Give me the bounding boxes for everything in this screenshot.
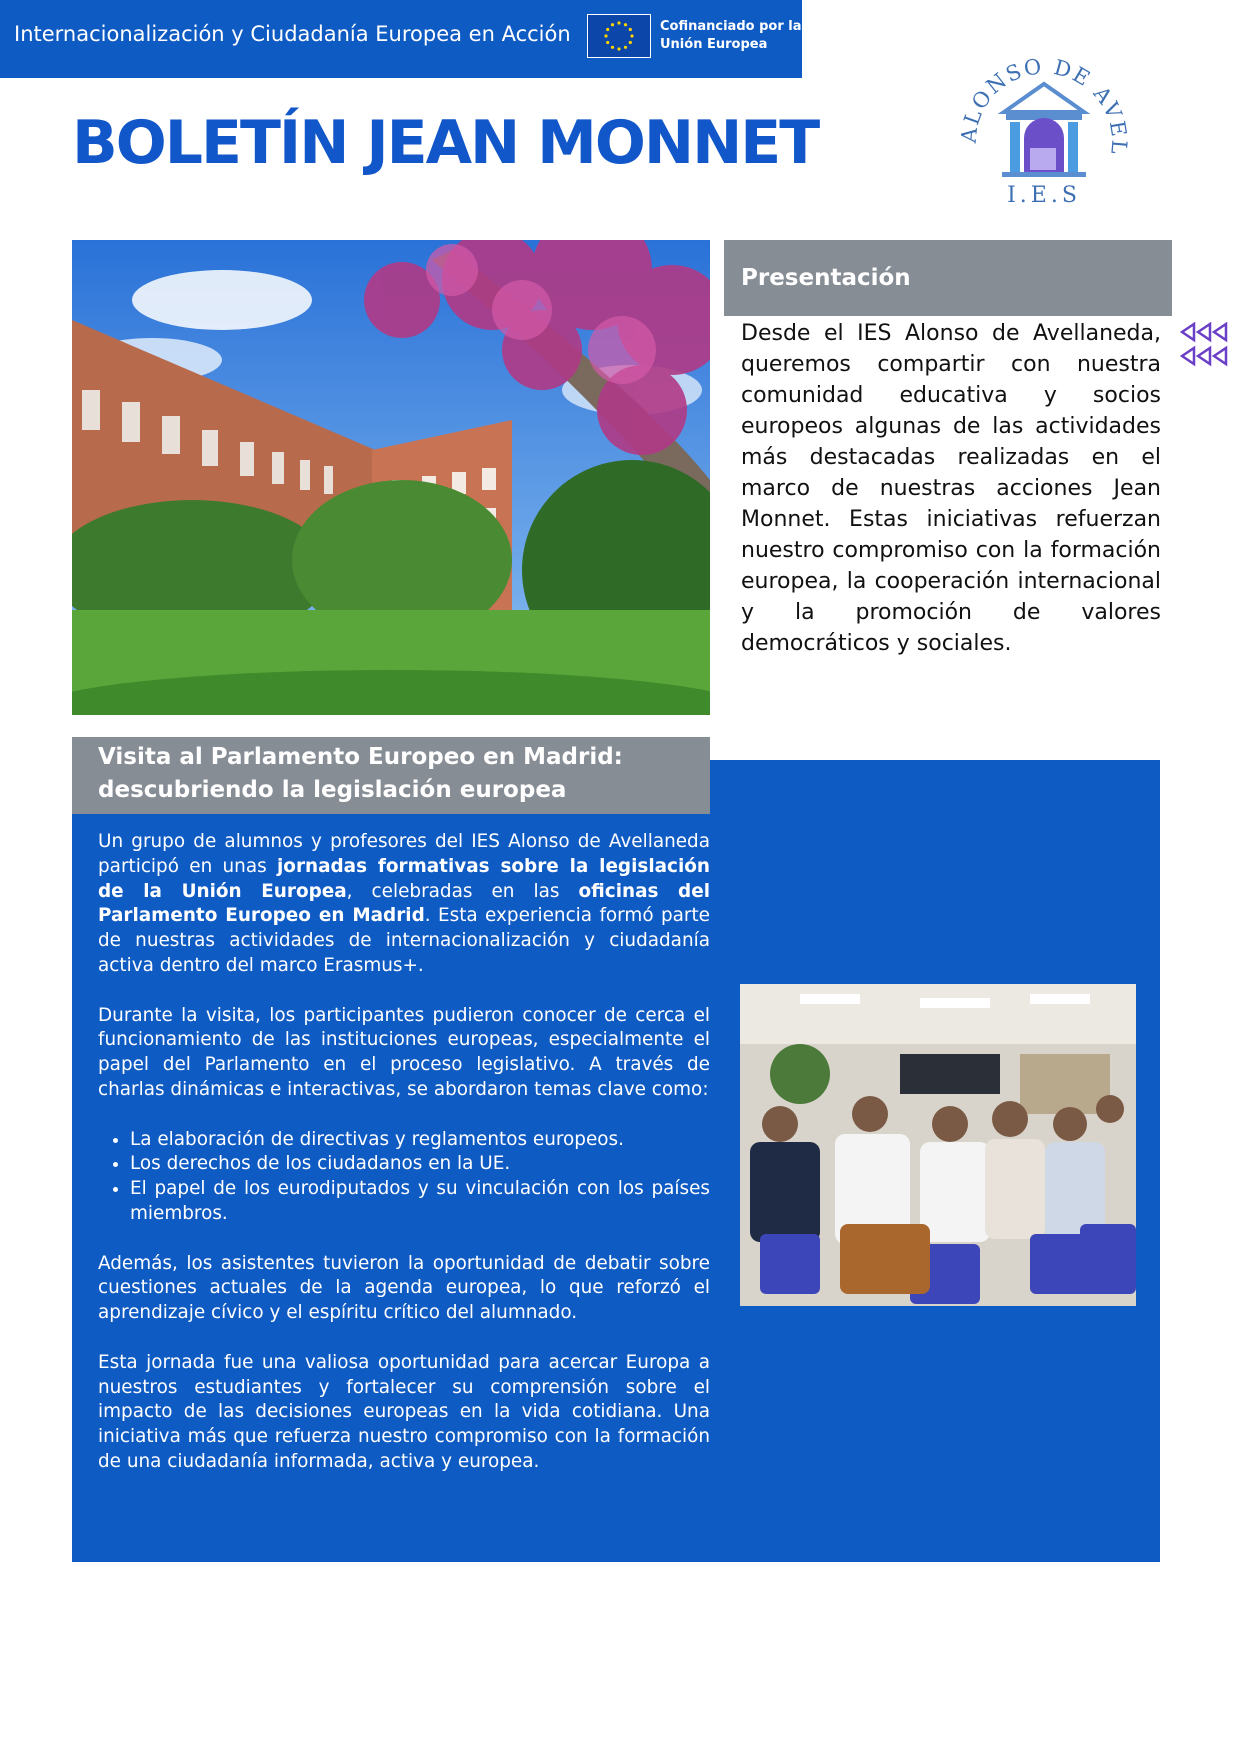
logo-arc-text: ALONSO DE AVEL	[956, 54, 1132, 157]
eu-cofinanced-label	[660, 18, 802, 54]
p1-bold-a: jornadas formativas sobre la legislación de la Unión Europea	[98, 855, 710, 902]
eu-flag-icon	[587, 14, 651, 58]
visit-heading-bar	[72, 737, 710, 814]
triple-chevron-left-icon	[1180, 322, 1232, 370]
p1-text-a: Un grupo de alumnos y profesores del IES Alonso de Avellaneda participó en unas	[98, 831, 710, 877]
list-item: • Los derechos de los ciudadanos en la UE.	[130, 1152, 710, 1177]
visit-paragraph-4: Esta jornada fue una valiosa oportunidad para acercar Europa a nuestros estudiantes y fortalecer su comprensión sobre el impacto de las decisiones europeas en la vida cotidiana. Una iniciativa más que refuerza nuestro compromiso con la formación de una ciudadanía informada, activa y europea.	[98, 1351, 710, 1472]
logo-bottom-text: I.E.S	[1007, 183, 1081, 208]
presentation-heading: Presentación	[741, 265, 911, 291]
header-bar	[0, 0, 802, 78]
newsletter-title: BOLETÍN JEAN MONNET	[72, 108, 819, 178]
p1-text-b: , celebradas en las	[346, 880, 579, 902]
eu-line-2: Unión Europea	[660, 37, 768, 52]
visit-paragraph-2: Durante la visita, los participantes pudieron conocer de cerca el funcionamiento de las instituciones europeas, especialmente el papel del Parlamento en el proceso legislativo. A través de charlas dinámicas e interactivas, se abordaron temas clave como:	[98, 1004, 710, 1100]
visit-paragraph-3: Además, los asistentes tuvieron la oportunidad de debatir sobre cuestiones actuales de la agenda europea, lo que reforzó el aprendizaje cívico y el espíritu crítico del alumnado.	[98, 1252, 710, 1324]
visit-heading: Visita al Parlamento Europeo en Madrid: descubriendo la legislación europea	[98, 744, 623, 803]
p1-bold-b: oficinas del Parlamento Europeo en Madrid	[98, 880, 711, 927]
program-title: Internacionalización y Ciudadanía Europea en Acción	[14, 22, 571, 46]
list-item: • El papel de los eurodiputados y su vinculación con los países miembros.	[130, 1177, 710, 1227]
school-logo	[956, 30, 1132, 210]
presentation-body: Desde el IES Alonso de Avellaneda, queremos compartir con nuestra comunidad educativa y socios europeos algunas de las actividades más destacadas realizadas en el marco de nuestras acciones Jean Monnet. Estas iniciativas refuerzan nuestro compromiso con la formación europea, la cooperación internacional y la promoción de valores democráticos y sociales.	[741, 321, 1161, 656]
students-auditorium-photo	[740, 984, 1136, 1306]
eu-line-1: Cofinanciado por la	[660, 19, 802, 34]
presentation-heading-bar	[724, 240, 1172, 316]
topic-list	[98, 1128, 710, 1227]
school-building-photo	[72, 240, 710, 715]
list-item: • La elaboración de directivas y reglamentos europeos.	[130, 1128, 710, 1153]
visit-article	[98, 830, 710, 1500]
p1-text-c: . Esta experiencia formó parte de nuestras actividades de internacionalización y ciudadanía activa dentro del marco Erasmus+.	[98, 905, 710, 976]
visit-paragraph-1	[98, 830, 710, 979]
